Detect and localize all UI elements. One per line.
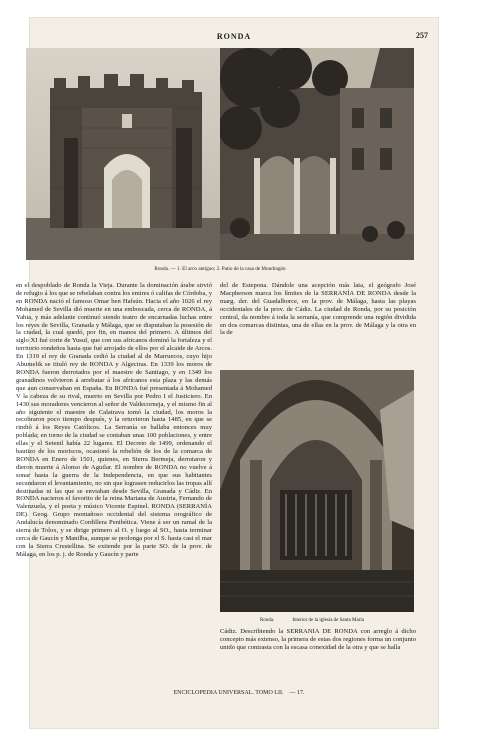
church-illustration xyxy=(220,370,414,612)
church-caption xyxy=(220,618,414,623)
footer-signature: — 17. xyxy=(289,690,305,696)
body-right-column-bottom: Cádiz. Describiendo la SERRANÍA DE RONDA con arreglo á dicho concepto más extenso, la primera de estas dos regiones forma un conjunto unido que contrasta con la escasa conexidad de la otra y que se halla xyxy=(220,628,416,651)
top-figures-caption: Ronda. — 1. El arco antiguo; 2. Patio de la casa de Mondragón xyxy=(154,266,286,272)
running-head: RONDA xyxy=(216,32,252,41)
photo-santa-maria-interior xyxy=(220,370,414,612)
body-right-column-top: del de Estepona. Dándole una acepción más lata, el geógrafo José Macpherson marca los límites de la SERRANÍA DE RONDA desde la marg. der. del Guadalhorce, en la prov. de Málaga, hasta las playas occidentales de la prov. de Cádiz. La ciudad de Ronda, por su posición central, da nombre á toda la serranía, que comprende una región dividida en dos comarcas distintas, una de ellas en la prov. de Málaga y la otra en la de xyxy=(220,282,416,337)
arch-illustration xyxy=(26,48,220,260)
patio-illustration xyxy=(220,48,414,260)
photo-ancient-arch xyxy=(26,48,220,260)
page-footer xyxy=(0,690,478,696)
photo-mondragon-patio xyxy=(220,48,414,260)
church-caption-place: Ronda. xyxy=(260,618,275,623)
footer-work-title: ENCICLOPEDIA UNIVERSAL. TOMO LII. xyxy=(173,690,284,696)
church-caption-text: Interior de la iglesia de Santa María xyxy=(292,618,364,623)
page-number: 257 xyxy=(416,31,428,40)
body-left-column: en el despoblado de Ronda la Vieja. Durante la dominación árabe sirvió de refugio á los que se rebelaban contra los emires ó califas de Córdoba, y en RONDA nació el famoso Omar ben Hafsún. Hacia el año 1026 el rey Mohamed de Sevilla dió muerte en una emboscada, cerca de RONDA, á Yahia, y más adelante continuó siendo teatro de encarnadas luchas entre los reyes de Sevilla, Granada y Málaga, que se disputaban la posesión de la ciudad, la cual quedó, por fin, en manos del primero. A últimos del siglo XI fué corte de Yusuf, que con sus africanos dominó la fortaleza y el territorio rondeños hasta que fué arrojado de ellos por el alcaide de Arcos. En 1319 el rey de Granada cedió la ciudad al de Marruecos, cuyo hijo Abumelik se tituló rey de RONDA y Algeciras. En 1339 los moros de RONDA fueron derrotados por el maestre de Santiago, y en 1349 los granadinos volvieron á arrebatar á los africanos esta plaza y las demás que aun conservaban en España. En RONDA fué presentada á Mohamed V la cabeza de su rival, muerto en Sevilla por Pedro I el Justiciero. En 1430 sus moradores vencieron al señor de Valdecorneja, y el mismo fin al año siguiente el maestre de Calatrava tomó la ciudad, los moros la recobraron poco tiempo después, y la retuvieron hasta 1485, en que se rindió á los Reyes Católicos. La Serranía se hallaba entonces muy poblada; en torno de la ciudad se contaban unas 100 poblaciones, y entre ellas y el Setenil había 22 lugares. El Decreto de 1499, ordenando el bautizo de los moriscos, ocasionó la rebelión de los de la comarca de RONDA en Enero de 1501, quienes, en Sierra Bermeja, derrotaron y dieron muerte á Alonso de Aguilar. El nombre de RONDA no vuelve á sonar hasta la guerra de la Independencia, en que sus habitantes secundaron el levantamiento, no sin que lograsen reducirlos las tropas allí destinadas ni las que se enviaban desde Sevilla, Granada y Cádiz. En RONDA nacieron el favorito de la reina Mariana de Austria, Fernando de Valenzuela, y el poeta y músico Vicente Espinel. RONDA (SERRANÍA DE). Geog. Grupo montañoso occidental del sistema orográfico de Andalucía denominado Cordillera Penibética. Viene á ser un ramal de la sierra de Tolox, y se dirige primero al O. y luego al SO., hasta terminar cerca de Gaucín y Manilba, aunque se prolonga por el S. hasta casi el mar con la Sierra Crestellina. Se extiende por la parte SO. de la prov. de Málaga, en los p. j. de Ronda y Gaucín y parte xyxy=(16,282,212,558)
